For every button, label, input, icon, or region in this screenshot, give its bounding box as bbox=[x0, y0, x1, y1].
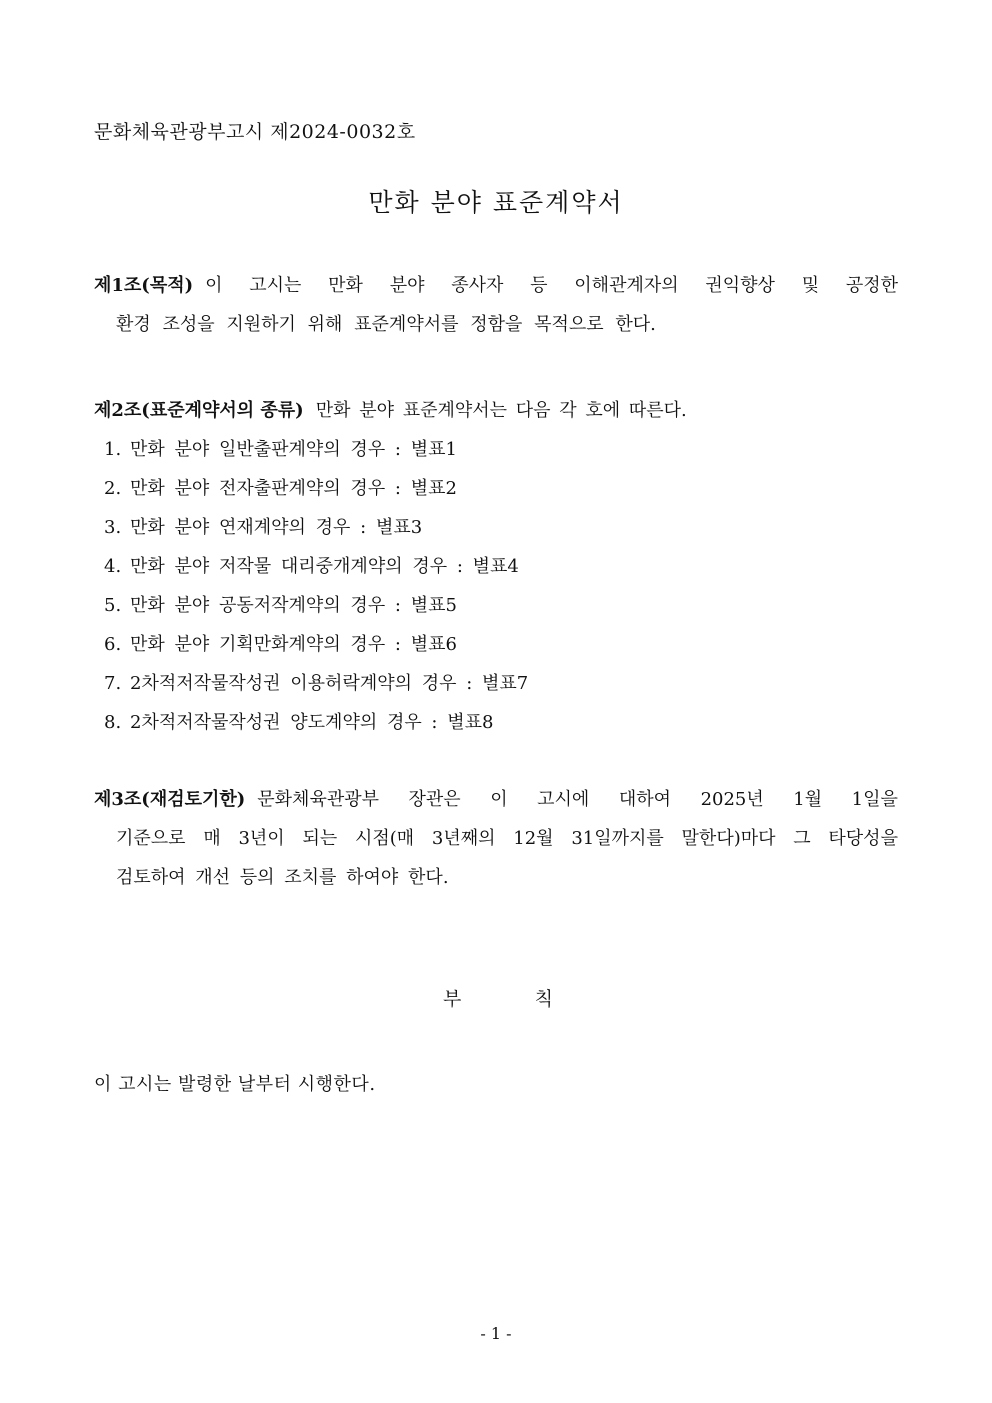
article-3-line-1 bbox=[94, 780, 898, 819]
list-item-number: 4. bbox=[104, 556, 122, 577]
word: 고시에 bbox=[537, 789, 590, 810]
article-3-text-2 bbox=[116, 819, 898, 858]
supplementary-title bbox=[443, 984, 553, 1011]
article-1-line-1 bbox=[94, 266, 898, 305]
article-3-heading: 제3조(재검토기한) bbox=[94, 789, 246, 810]
article-1-line-2 bbox=[94, 305, 898, 344]
article-2-text-1: 만화 분야 표준계약서는 다음 각 호에 따른다. bbox=[315, 400, 687, 421]
word: 3년째의 bbox=[431, 828, 496, 849]
list-item-text: 만화 분야 일반출판계약의 경우 : 별표1 bbox=[130, 439, 457, 460]
document-title: 만화 분야 표준계약서 bbox=[368, 188, 624, 217]
article-3-text-1 bbox=[257, 780, 898, 819]
word: 그 bbox=[793, 828, 811, 849]
list-item bbox=[94, 703, 898, 742]
word: 2025년 bbox=[700, 789, 764, 810]
article-2-heading: 제2조(표준계약서의 종류) bbox=[94, 400, 304, 421]
list-item-number: 3. bbox=[104, 517, 122, 538]
word: 이 bbox=[205, 275, 223, 296]
word: 권익향상 bbox=[705, 275, 775, 296]
word: 12월 bbox=[513, 828, 554, 849]
contract-type-list bbox=[94, 430, 898, 742]
article-1 bbox=[94, 266, 898, 344]
list-item-number: 2. bbox=[104, 478, 122, 499]
notice-number: 문화체육관광부고시 제2024-0032호 bbox=[94, 121, 416, 143]
article-3-line-3 bbox=[94, 858, 898, 897]
list-item-text: 만화 분야 전자출판계약의 경우 : 별표2 bbox=[130, 478, 457, 499]
list-item-number: 6. bbox=[104, 634, 122, 655]
list-item bbox=[94, 430, 898, 469]
word: 고시는 bbox=[249, 275, 302, 296]
article-1-text-2: 환경 조성을 지원하기 위해 표준계약서를 정함을 목적으로 한다. bbox=[116, 314, 656, 335]
article-1-heading: 제1조(목적) bbox=[94, 275, 194, 296]
word: 문화체육관광부 bbox=[257, 789, 379, 810]
word: 등 bbox=[530, 275, 548, 296]
supplementary-title-char: 칙 bbox=[534, 988, 553, 1010]
page-number: - 1 - bbox=[480, 1324, 512, 1343]
list-item-number: 7. bbox=[104, 673, 122, 694]
list-item bbox=[94, 625, 898, 664]
list-item-text: 만화 분야 기획만화계약의 경우 : 별표6 bbox=[130, 634, 457, 655]
supplementary-title-char: 부 bbox=[443, 988, 462, 1010]
article-3-text-3: 검토하여 개선 등의 조치를 하여야 한다. bbox=[116, 867, 449, 888]
list-item-number: 8. bbox=[104, 712, 122, 733]
list-item-text: 2차적저작물작성권 양도계약의 경우 : 별표8 bbox=[130, 712, 494, 733]
article-3 bbox=[94, 780, 898, 897]
word: 분야 bbox=[389, 275, 425, 296]
word: 되는 bbox=[302, 828, 338, 849]
word: 매 bbox=[203, 828, 221, 849]
list-item-text: 만화 분야 연재계약의 경우 : 별표3 bbox=[130, 517, 423, 538]
article-1-text-1 bbox=[205, 266, 898, 305]
list-item bbox=[94, 469, 898, 508]
word: 이 bbox=[490, 789, 508, 810]
word: 3년이 bbox=[238, 828, 285, 849]
list-item bbox=[94, 508, 898, 547]
word: 공정한 bbox=[845, 275, 898, 296]
list-item-text: 만화 분야 공동저작계약의 경우 : 별표5 bbox=[130, 595, 457, 616]
article-2-line-1 bbox=[94, 391, 898, 430]
supplementary-text: 이 고시는 발령한 날부터 시행한다. bbox=[94, 1074, 376, 1095]
article-2 bbox=[94, 391, 898, 742]
word: 장관은 bbox=[408, 789, 461, 810]
article-3-line-2 bbox=[94, 819, 898, 858]
list-item bbox=[94, 586, 898, 625]
list-item-number: 1. bbox=[104, 439, 122, 460]
word: 31일까지를 bbox=[571, 828, 664, 849]
word: 및 bbox=[801, 275, 820, 296]
word: 이해관계자의 bbox=[574, 275, 679, 296]
list-item-text: 2차적저작물작성권 이용허락계약의 경우 : 별표7 bbox=[130, 673, 529, 694]
list-item-text: 만화 분야 저작물 대리중개계약의 경우 : 별표4 bbox=[130, 556, 519, 577]
word: 말한다)마다 bbox=[681, 828, 776, 849]
word: 기준으로 bbox=[116, 828, 186, 849]
list-item bbox=[94, 664, 898, 703]
word: 종사자 bbox=[451, 275, 504, 296]
word: 1일을 bbox=[851, 789, 898, 810]
word: 만화 bbox=[328, 275, 363, 296]
word: 타당성을 bbox=[828, 828, 898, 849]
word: 1월 bbox=[793, 789, 823, 810]
word: 대하여 bbox=[618, 789, 672, 810]
list-item bbox=[94, 547, 898, 586]
list-item-number: 5. bbox=[104, 595, 122, 616]
word: 시점(매 bbox=[354, 828, 415, 849]
